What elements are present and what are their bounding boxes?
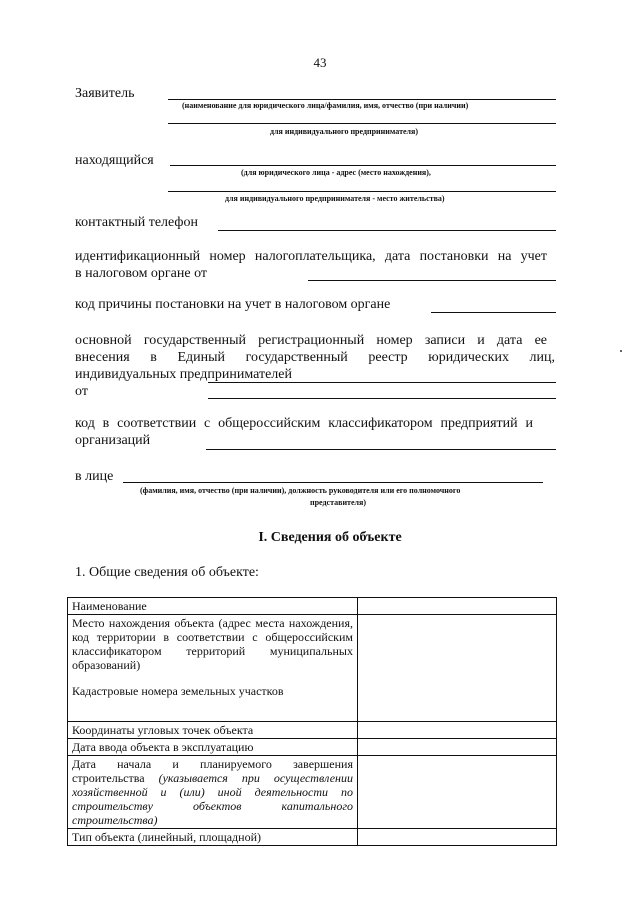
ogrn-line-4: от bbox=[75, 384, 88, 399]
okpo-line-2: организаций bbox=[75, 433, 151, 448]
table-row bbox=[68, 829, 557, 846]
row-label-construction-note: (указывается при осуществлении хозяйственной и (или) иной деятельности по строительству объектов капитального строительства) bbox=[72, 771, 353, 827]
table-row bbox=[68, 739, 557, 756]
represented-hint-2: представителя) bbox=[310, 498, 367, 507]
represented-line[interactable] bbox=[123, 482, 543, 483]
kpp-label: код причины постановки на учет в налоговом органе bbox=[75, 297, 391, 312]
location-hint-1: (для юридического лица - адрес (место нахождения), bbox=[241, 168, 431, 177]
location-line[interactable] bbox=[170, 165, 556, 166]
object-info-table bbox=[67, 597, 557, 846]
applicant-line[interactable] bbox=[168, 99, 556, 100]
okpo-line-1: код в соответствии с общероссийским классификатором предприятий и bbox=[75, 416, 533, 431]
row-label-construction-dates: Дата начала и планируемого завершения строительства bbox=[72, 757, 353, 785]
scan-speck bbox=[620, 350, 622, 352]
phone-label: контактный телефон bbox=[75, 215, 198, 230]
ogrn-line-3: индивидуальных предпринимателей bbox=[75, 367, 292, 382]
page-number: 43 bbox=[313, 55, 327, 70]
table-row bbox=[68, 722, 557, 739]
row-label-object-type: Тип объекта (линейный, площадной) bbox=[68, 829, 358, 846]
ogrn-line-b[interactable] bbox=[208, 398, 556, 399]
phone-line[interactable] bbox=[218, 230, 556, 231]
inn-line-2: в налоговом органе от bbox=[75, 266, 208, 281]
location-hint-2: для индивидуального предпринимателя - место жительства) bbox=[225, 194, 445, 203]
ogrn-line-2: внесения в Единый государственный реестр юридических лиц, bbox=[75, 350, 555, 365]
row-value-commission-date[interactable] bbox=[358, 739, 557, 756]
row-label-commission-date: Дата ввода объекта в эксплуатацию bbox=[68, 739, 358, 756]
ogrn-line-1: основной государственный регистрационный номер записи и дата ее bbox=[75, 333, 547, 348]
section-title: I. Сведения об объекте bbox=[258, 530, 402, 545]
row-label-location: Место нахождения объекта (адрес места нахождения, код территории в соответствии с общероссийским классификатором территорий муниципальных образований) bbox=[72, 616, 353, 672]
kpp-line[interactable] bbox=[431, 312, 556, 313]
table-row bbox=[68, 598, 557, 615]
table-row bbox=[68, 615, 557, 722]
row-value-coordinates[interactable] bbox=[358, 722, 557, 739]
represented-hint-1: (фамилия, имя, отчество (при наличии), должность руководителя или его полномочного bbox=[140, 486, 461, 495]
applicant-hint-2: для индивидуального предпринимателя) bbox=[270, 127, 419, 136]
applicant-line-2[interactable] bbox=[168, 123, 556, 124]
row-label-coordinates: Координаты угловых точек объекта bbox=[68, 722, 358, 739]
row-value-location[interactable] bbox=[358, 615, 557, 722]
inn-line-1: идентификационный номер налогоплательщика, дата постановки на учет bbox=[75, 249, 547, 264]
row-label-name: Наименование bbox=[68, 598, 358, 615]
row-value-object-type[interactable] bbox=[358, 829, 557, 846]
row-value-construction-dates[interactable] bbox=[358, 756, 557, 829]
section-subtitle: 1. Общие сведения об объекте: bbox=[75, 565, 259, 580]
row-value-name[interactable] bbox=[358, 598, 557, 615]
applicant-hint-1: (наименование для юридического лица/фамилия, имя, отчество (при наличии) bbox=[182, 101, 469, 110]
location-label: находящийся bbox=[75, 153, 154, 168]
ogrn-line-a[interactable] bbox=[208, 382, 556, 383]
applicant-label: Заявитель bbox=[75, 86, 135, 101]
inn-line[interactable] bbox=[308, 280, 556, 281]
represented-label: в лице bbox=[75, 469, 114, 484]
location-line-2[interactable] bbox=[168, 191, 556, 192]
row-label-cadastral: Кадастровые номера земельных участков bbox=[72, 684, 284, 698]
table-row bbox=[68, 756, 557, 829]
okpo-line[interactable] bbox=[206, 449, 556, 450]
